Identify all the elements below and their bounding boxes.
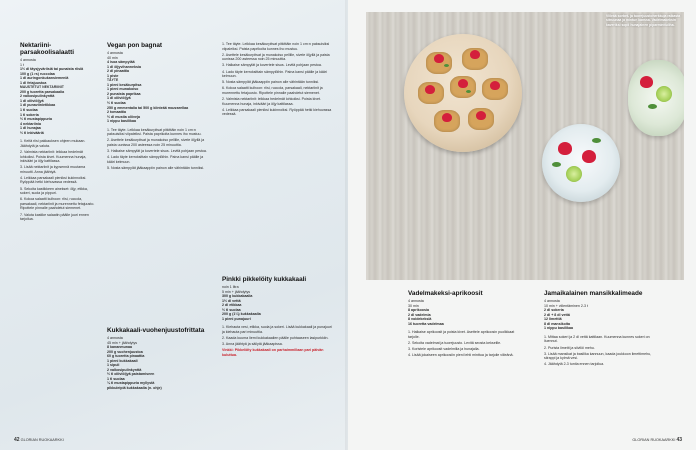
recipe-step: 6. Kokoa salaatti kulhoon: riisi, ruccola, parsakaali, nektariinit ja murennettu fetajuusto. Ripottele pinnalle paahdetut siemenet. <box>222 86 323 95</box>
ingredient: 200 g vuohenjuustoa <box>107 349 143 354</box>
ingredient: ½ tl mustapippuria <box>20 117 52 122</box>
ingredient-subheading: TÄYTE <box>107 78 119 83</box>
magazine-section: GLORIAN RUOKAARKKI <box>632 438 676 442</box>
ingredient: 8 kananmunaa <box>107 345 132 350</box>
recipe-time: 1 t <box>20 62 24 67</box>
ingredient: 2 punaista paprikaa <box>107 91 141 96</box>
ingredient-subheading: MAUSTETUT NEKTARIINIT <box>20 85 64 90</box>
ingredient: ½ tl oliiviöljyä paistamiseen <box>107 372 155 377</box>
recipe-raspberry-apricots <box>408 290 518 359</box>
recipe-tip: Vinkki: Pikkelöity kukkakaali on parhaimmillaan pari päivän kuluttua. <box>222 348 324 357</box>
ingredient: 200 g tuoretta parsakaalia <box>20 89 65 94</box>
ingredient: ½ tl suolaa <box>222 307 241 312</box>
photo-caption: Viileää sorbet- ja tuorejuustoherkkuja raikasta sitruunaa ja mintun kanssa. Vadelmakeksin kaveriksi sopii hunajainen piparminttuliha. <box>606 14 681 27</box>
ingredient: 1 pieni munakoiso <box>107 87 139 92</box>
recipe-title: Jamaikalainen mansikkalimeade <box>544 290 643 297</box>
recipe-step: 4. Lado täyte kerroksittain sämpylöihin. Paina kansi päälle ja kääri kelmuun. <box>222 69 327 79</box>
ingredient: 300 g kukkakaalia <box>222 294 253 299</box>
recipe-step: 4. Leikkaa parsakaali pieniksi kukinnoiksi. Ryöppää hetki kiehuvassa vedessä. <box>20 175 87 185</box>
ingredient: 1 nippu basilikaa <box>107 119 136 124</box>
ingredient: 2 dl + 8 dl vettä <box>544 312 570 317</box>
glass-jar <box>628 60 684 136</box>
recipe-time: 40 min <box>107 55 118 60</box>
ingredient: 1 pieni kukkakaali <box>107 358 138 363</box>
ingredient: 1 dl hunajaa <box>20 126 41 131</box>
raspberry <box>476 111 486 120</box>
ingredient: 1½ dl vettä <box>222 298 241 303</box>
recipe-step: 3. Anna jäähtyä ja säilytä jääkaapissa. <box>222 342 283 347</box>
page-folio-right <box>632 437 682 443</box>
mint-leaf <box>444 64 449 67</box>
recipe-time: 10 min + viilentäminen 2-3 t <box>544 303 589 308</box>
ingredient: 1 dl fetajuustoa <box>20 80 47 85</box>
ingredient: 1 dl oliiviöljyä <box>20 98 44 103</box>
magazine-section: GLORIAN RUOKAARKKI <box>20 438 64 442</box>
recipe-title: Kukkakaali-vuohenjuustofrittata <box>107 327 205 334</box>
ingredient: 4 isoa sämpylää <box>107 60 135 65</box>
page-number: 43 <box>676 437 682 443</box>
ingredient: ½ tl inkivääriä <box>20 130 44 135</box>
ingredient: 2 dl pinaattia <box>107 69 129 74</box>
recipe-cauliflower-frittata <box>107 327 211 391</box>
recipe-step: 4. Jäähdytä 2-3 tuntia ennen tarjoilua. <box>544 362 605 367</box>
ingredient: 8 voidekeksiä <box>408 317 432 322</box>
recipe-servings: 4 annosta <box>544 299 560 303</box>
ingredient: 1 dl öljyvihanneksia <box>107 64 141 69</box>
raspberry <box>458 79 468 88</box>
recipe-servings: 4 annosta <box>408 299 424 303</box>
recipe-step: 3. Halkaise sämpylät ja kovertele sisus. Levitä pohjaan pestoa. <box>107 149 207 154</box>
ingredient: 1 dl punaviinietikkaa <box>20 103 56 108</box>
ingredient: 1 tl suolaa <box>20 108 38 113</box>
recipe-step: 1. Mittaa sokeri ja 2 dl vettä kattilaan. Kuumenna kunnes sokeri on liuennut. <box>544 334 650 344</box>
recipe-servings: 4 annosta <box>107 336 123 340</box>
ingredient: 1 piste <box>107 73 119 78</box>
ingredient: 8 aprikoosia <box>408 308 429 313</box>
recipe-step: 1. Kiehauta vesi, etikka, suola ja sokeri. Lisää kukkakaali ja punajuuri ja kiehauta pari minuuttia. <box>222 325 332 334</box>
recipe-pickled-cauliflower <box>222 276 334 359</box>
food-photo <box>366 12 684 280</box>
recipe-step: 5. Nosta sämpylät jääkaappiin painon alle vähintään tunniksi. <box>222 80 320 85</box>
recipe-vegan-pan-bagnat <box>107 42 211 172</box>
ingredient: 4 nektariinia <box>20 121 41 126</box>
ingredient: 1½ dl täysjyväriisiä tai punaista riisiä <box>20 67 84 72</box>
ingredient: 8 dl mansikoita <box>544 321 570 326</box>
ingredient: 2 tomaattia <box>107 110 126 115</box>
ingredient: ½ tl suolaa <box>107 101 126 106</box>
ingredient: ¼ tl mustapippuria myllystä <box>107 381 155 386</box>
recipe-title: Vegan pon bagnat <box>107 42 163 49</box>
recipe-time: 5 min + jäähdytys <box>222 289 251 294</box>
raspberry <box>425 85 435 94</box>
recipe-step: 5. Nosta sämpylät jääkaappiin painon alle vähintään tunniksi. <box>107 165 205 170</box>
recipe-step: 1. Halkaise aprikoosit ja poista kivet. Asettele aprikoosin puolikkaat tarjolle. <box>408 330 515 339</box>
wooden-plate <box>404 34 522 152</box>
recipe-step: 7. Valuta kastike salaatin päälle juuri ennen tarjoilua. <box>20 212 89 222</box>
strawberry <box>582 150 596 163</box>
raspberry <box>490 81 500 90</box>
recipe-step: 3. Lisää mansikat ja basilika kannuun, kaada joukkoon limettimehu, siirappi ja kylmä vesi. <box>544 351 652 361</box>
recipe-servings: 4 annosta <box>107 51 123 55</box>
recipe-step: 3. Koristele aprikoosit vadelmilla ja hunajalla. <box>408 347 480 352</box>
ingredient: 1 nippu basilikaa <box>544 326 573 331</box>
recipe-time: 30 min <box>408 303 419 308</box>
recipe-title: Nektariini-parsakoolisalaatti <box>20 42 74 56</box>
ingredient: 100 g (1 rs) ruccolaa <box>20 71 55 76</box>
ingredient: 2 dl sokeria <box>544 308 564 313</box>
ingredient: 1 pieni punajuuri <box>222 316 251 321</box>
ingredient: 250 g emmentalia tai 500 g kiinteää mozzarellaa <box>107 105 189 110</box>
page-number: 42 <box>14 437 20 443</box>
recipe-steps-continued <box>222 42 334 118</box>
ingredient: ½ dl mustia oliiveja <box>107 114 140 119</box>
ingredient: 1 dl auringonkukansiemeniä <box>20 76 69 81</box>
recipe-time: 45 min + jäähdytys <box>107 340 138 345</box>
ingredient: 1 sipuli <box>107 363 120 368</box>
recipe-strawberry-limeade <box>544 290 654 368</box>
recipe-title: Pinkki pikkelöity kukkakaali <box>222 276 307 283</box>
glass-bowl <box>542 124 620 202</box>
recipe-step: 4. Leikkaa parsakaali pieniksi kukinnoiksi. Ryöppää hetki kiehuvassa vedessä. <box>222 107 332 117</box>
ingredient: 2 dl vadelmia <box>408 312 431 317</box>
recipe-step: 5. Sekoita kastikkeen ainekset: öljy, etikka, sokeri, suola ja pippuri. <box>20 186 88 196</box>
basil-leaf <box>552 162 561 167</box>
recipe-step: 1. Keitä riisi pakkauksen ohjeen mukaan. Jäähdytä ja valuta. <box>20 139 86 148</box>
basil-leaf <box>592 138 601 143</box>
ingredient: 12 limettiä <box>544 317 562 322</box>
mint-leaf <box>466 90 471 93</box>
raspberry <box>442 113 452 122</box>
lime-slice <box>566 166 582 182</box>
right-page <box>348 0 696 450</box>
ingredient: 2 valkosipulinkynttä <box>20 94 55 99</box>
ingredient: 1 tl suolaa <box>107 376 125 381</box>
recipe-step: 2. Valmista nektariinit: leikkaa hedelmät lohkoiksi. Poista kivet. Kuumenna hunaja, inkivääri ja öljy kattilassa. <box>20 149 87 164</box>
recipe-step: 2. Asettele kesäkurpitsat ja munakoiso pellille, sivele öljyllä ja paista uunissa 200 asteessa noin 25 minuuttia. <box>107 138 205 147</box>
strawberry <box>558 142 572 155</box>
recipe-step: 4. Lado täyte kerroksittain sämpylöihin. Paina kansi päälle ja kääri kelmuun. <box>107 155 204 164</box>
recipe-step: 2. Purista limetit ja siivilöi mehu. <box>544 345 595 350</box>
recipe-step: 2. Sekoita vadelmat ja tuorejuusto. Levitä seosta kekseille. <box>408 340 502 345</box>
recipe-step: 2. Asettele kesäkurpitsat ja munakoiso pellille, sivele öljyllä ja paista uunissa 200 asteessa noin 25 minuuttia. <box>222 52 330 62</box>
ingredient: 1 tl sokeria <box>20 112 39 117</box>
recipe-step: 2. Kaada kuuma liemi kukkakaalien päälle puhtaaseen lasipurkkiin. <box>222 336 329 341</box>
page-folio-left <box>14 437 64 443</box>
recipe-step: 4. Lisää jokaiseen aprikoosiin pieni lehti minttua ja tarjoile viileänä. <box>408 353 514 358</box>
ingredient: 1 dl oliiviöljyä <box>107 96 131 101</box>
recipe-nectarine-salad <box>20 42 96 223</box>
lime-slice <box>656 86 672 102</box>
ingredient: 16 tuoretta vadelmaa <box>408 321 444 326</box>
recipe-step: 1. Tee täyte. Leikkaa kesäkurpitsat pitkittäin noin 1 cm:n paksuisiksi viipaleiksi. Paista paprikoita kunnes iho mustuu. <box>222 42 330 51</box>
recipe-step: 2. Valmista nektariinit: leikkaa hedelmät lohkoiksi. Poista kivet. Kuumenna hunaja, inkivääri ja öljy kattilassa. <box>222 97 322 106</box>
recipe-servings: noin 1 litra <box>222 285 239 289</box>
basil-leaf <box>648 104 657 109</box>
ingredient: 1 pieni kesäkurpitsa <box>107 82 142 87</box>
raspberry <box>470 50 480 59</box>
ingredient: 200 g (1¼) kukkakaalia <box>222 312 261 317</box>
recipe-step: 6. Kokoa salaatti kulhoon: riisi, ruccola, parsakaali, nektariinit ja murennettu fetajuusto. Ripottele pinnalle paahdetut siemenet. <box>20 197 95 211</box>
recipe-servings: 4 annosta <box>20 58 36 62</box>
ingredient: pikkuleipiä kukkakaalia (n. ohje) <box>107 386 162 391</box>
recipe-step: 1. Tee täyte. Leikkaa kesäkurpitsat pitkittäin noin 1 cm:n paksuisiksi viipaleiksi. Paista paprikoita kunnes iho mustuu. <box>107 127 202 137</box>
recipe-step: 3. Lisää nektariinit ja kypsennä muutama minuutti. Anna jäähtyä. <box>20 165 86 174</box>
raspberry <box>434 54 444 63</box>
recipe-step: 3. Halkaise sämpylät ja kovertele sisus. Levitä pohjaan pestoa. <box>222 63 322 68</box>
ingredient: 2 dl etikkaa <box>222 303 242 308</box>
recipe-title: Vadelmakeksi-aprikoosit <box>408 290 483 297</box>
ingredient: 2 valkosipulinkynttä <box>107 367 142 372</box>
ingredient: 60 g tuoretta pinaattia <box>107 354 145 359</box>
strawberry <box>640 76 653 88</box>
